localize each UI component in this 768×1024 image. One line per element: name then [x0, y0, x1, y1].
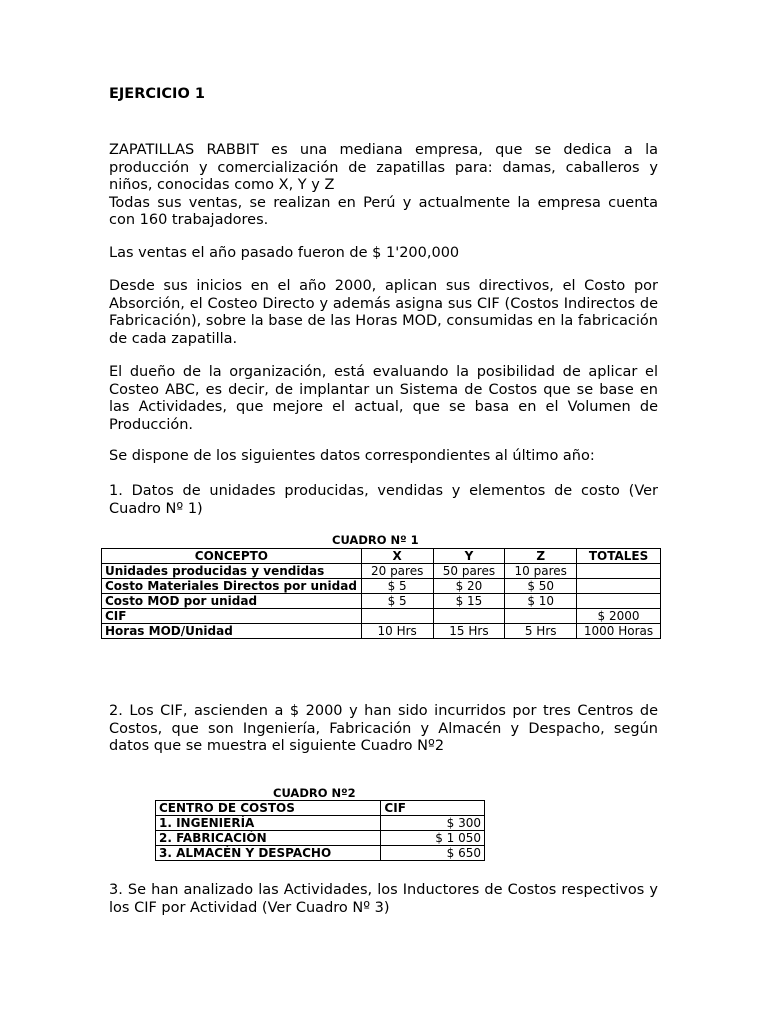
- table-cell: 10 pares: [505, 564, 577, 579]
- table-cell: 2. FABRICACIÓN: [156, 831, 381, 846]
- table-row: [102, 609, 661, 624]
- table-cell: 50 pares: [433, 564, 505, 579]
- cost-centers-table: [155, 800, 485, 861]
- table-header-cell: CONCEPTO: [102, 549, 362, 564]
- table-header-row: [102, 549, 661, 564]
- table1-caption: CUADRO Nº 1: [332, 533, 419, 547]
- paragraph-abc: El dueño de la organización, está evaluando la posibilidad de aplicar el Costeo ABC, es decir, de implantar un Sistema de Costos que se base en las Actividades, que mejore el actual, que se basa en el Volumen de Producción.: [109, 364, 658, 433]
- table-cell: 3. ALMACÉN Y DESPACHO: [156, 846, 381, 861]
- table-cell: $ 20: [433, 579, 505, 594]
- table-cell: [433, 609, 505, 624]
- table-cell: [361, 609, 433, 624]
- table-cell: $ 50: [505, 579, 577, 594]
- table-header-cell: TOTALES: [577, 549, 661, 564]
- table-cell: 20 pares: [361, 564, 433, 579]
- table-cell: 1000 Horas: [577, 624, 661, 639]
- table-header-row: [156, 801, 485, 816]
- table-cell: [577, 564, 661, 579]
- table-cell: Costo MOD por unidad: [102, 594, 362, 609]
- table-header-cell: X: [361, 549, 433, 564]
- table2-caption: CUADRO Nº2: [273, 786, 356, 800]
- table-cell: 10 Hrs: [361, 624, 433, 639]
- table-row: [102, 564, 661, 579]
- table-cell: $ 2000: [577, 609, 661, 624]
- table-cell: $ 10: [505, 594, 577, 609]
- table-cell: 1. INGENIERÍA: [156, 816, 381, 831]
- table-cell: CIF: [102, 609, 362, 624]
- table-cell: $ 15: [433, 594, 505, 609]
- table-row: [102, 594, 661, 609]
- table-cell: Unidades producidas y vendidas: [102, 564, 362, 579]
- paragraph-item-3: 3. Se han analizado las Actividades, los Inductores de Costos respectivos y los CIF por Actividad (Ver Cuadro Nº 3): [109, 882, 658, 916]
- paragraph-intro: ZAPATILLAS RABBIT es una mediana empresa, que se dedica a la producción y comercialización de zapatillas para: damas, caballeros y niños, conocidas como X, Y y Z Todas sus ventas, se realizan en Perú y actualmente la empresa cuenta con 160 trabajadores.: [109, 142, 658, 228]
- table-cell: [577, 579, 661, 594]
- table-cell: Horas MOD/Unidad: [102, 624, 362, 639]
- table-cell: $ 300: [381, 816, 485, 831]
- table-row: [156, 831, 485, 846]
- table-header-cell: CIF: [381, 801, 485, 816]
- table-header-cell: Z: [505, 549, 577, 564]
- table-header-cell: Y: [433, 549, 505, 564]
- paragraph-item-2: 2. Los CIF, ascienden a $ 2000 y han sido incurridos por tres Centros de Costos, que son Ingeniería, Fabricación y Almacén y Despacho, según datos que se muestra el siguiente Cuadro Nº2: [109, 703, 658, 754]
- cost-table-1: [101, 548, 661, 639]
- table-cell: 5 Hrs: [505, 624, 577, 639]
- table-row: [102, 579, 661, 594]
- table-header-cell: CENTRO DE COSTOS: [156, 801, 381, 816]
- table-cell: $ 1 050: [381, 831, 485, 846]
- table-cell: $ 650: [381, 846, 485, 861]
- table-cell: $ 5: [361, 594, 433, 609]
- exercise-title: EJERCICIO 1: [109, 86, 205, 102]
- table-row: [156, 816, 485, 831]
- table-row: [102, 624, 661, 639]
- paragraph-costing: Desde sus inicios en el año 2000, aplican sus directivos, el Costo por Absorción, el Costeo Directo y además asigna sus CIF (Costos Indirectos de Fabricación), sobre la base de las Horas MOD, consumidas en la fabricación de cada zapatilla.: [109, 278, 658, 347]
- table-cell: Costo Materiales Directos por unidad: [102, 579, 362, 594]
- table-cell: [505, 609, 577, 624]
- paragraph-item-1: 1. Datos de unidades producidas, vendidas y elementos de costo (Ver Cuadro Nº 1): [109, 483, 658, 517]
- paragraph-sales: Las ventas el año pasado fueron de $ 1'200,000: [109, 245, 460, 261]
- table-row: [156, 846, 485, 861]
- table-cell: [577, 594, 661, 609]
- paragraph-data-intro: Se dispone de los siguientes datos correspondientes al último año:: [109, 448, 595, 464]
- table-cell: 15 Hrs: [433, 624, 505, 639]
- table-cell: $ 5: [361, 579, 433, 594]
